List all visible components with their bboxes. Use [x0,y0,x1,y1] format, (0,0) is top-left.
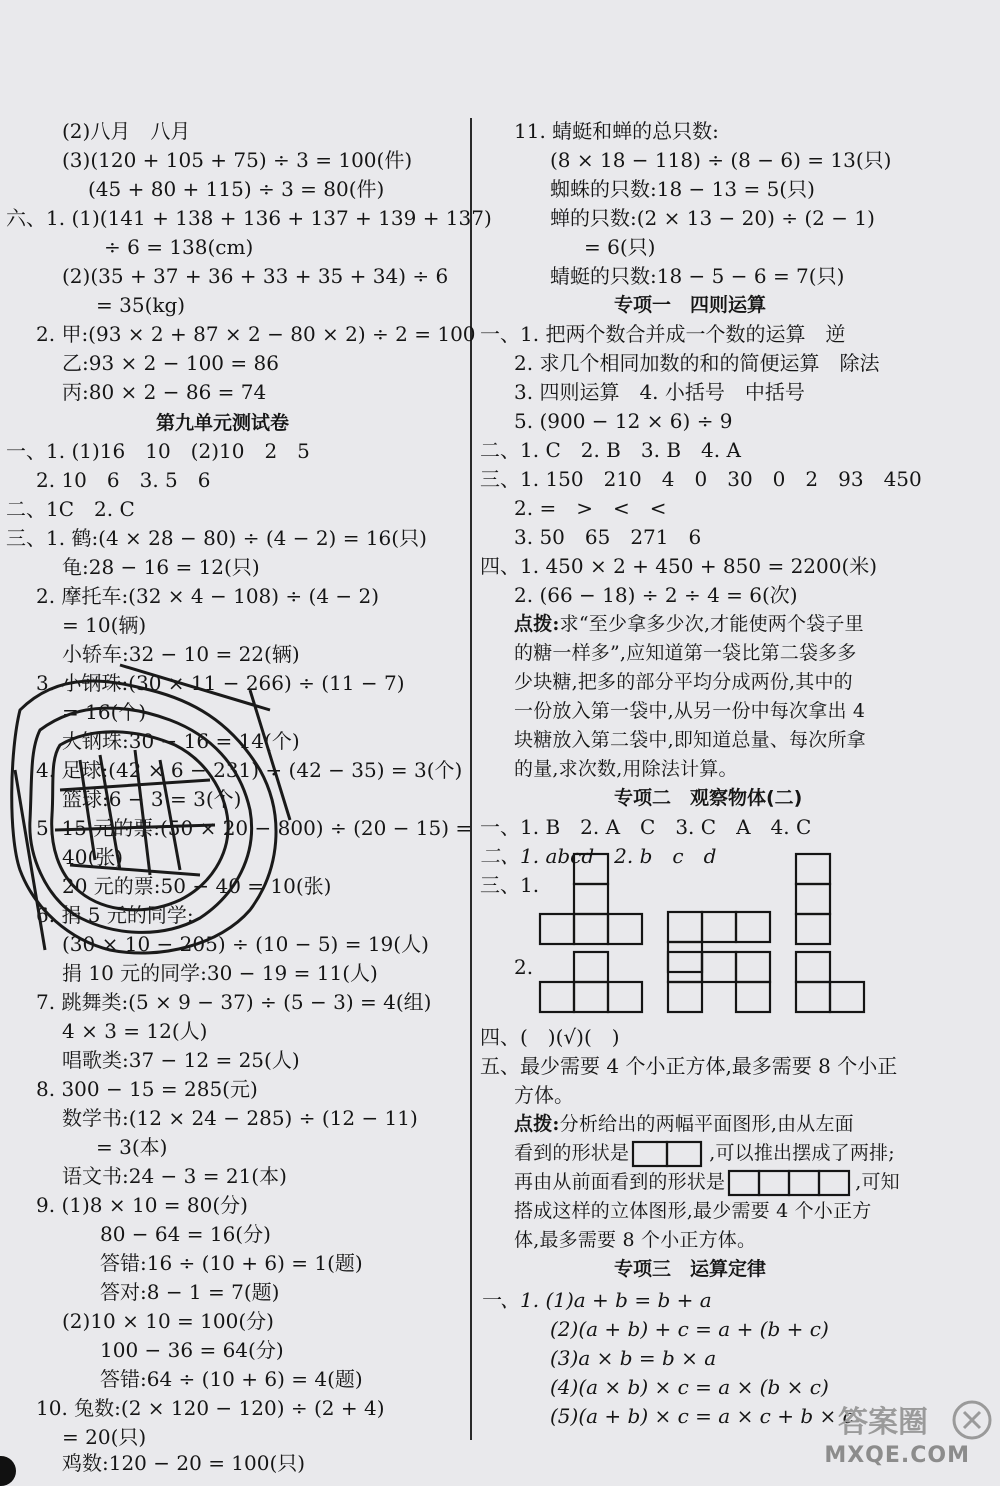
hint-label: 点拨: [514,613,560,635]
answer-line: 2. (66 − 18) ÷ 2 ÷ 4 = 6(次) [514,583,798,607]
hint-paragraph [514,1111,854,1139]
answer-line: 蜻蜓的只数:18 − 5 − 6 = 7(只) [550,264,845,288]
answer-line: 方体。 [514,1083,574,1107]
answer-line: 一、1. (1)16 10 (2)10 2 5 [6,439,310,463]
section-title: 第九单元测试卷 [156,412,290,434]
hint-line: 一份放入第一袋中,从另一份中每次拿出 4 [514,700,866,722]
answer-line: 2. = > < < [514,496,667,520]
answer-line: 蜘蛛的只数:18 − 13 = 5(只) [550,177,815,201]
answer-line: 五、最少需要 4 个小正方体,最多需要 8 个小正 [480,1054,898,1078]
answer-line: 答错:16 ÷ (10 + 6) = 1(题) [100,1251,363,1275]
watermark-title: 答案圈 [838,1405,928,1440]
answer-line: 鸡数:120 − 20 = 100(只) [62,1451,306,1475]
answer-line: 4 × 3 = 12(人) [62,1019,208,1043]
answer-line: 三、1. 鹤:(4 × 28 − 80) ÷ (4 − 2) = 16(只) [6,526,427,550]
hint-line: 块糖放入第二袋中,即知道总量、每次所拿 [514,729,866,751]
hint-text: 分析给出的两幅平面图形,由从左面 [559,1113,854,1135]
hint-text: 求“至少拿多少次,才能使两个袋子里 [559,613,864,635]
watermark-url: MXQE.COM [824,1443,970,1468]
answer-line: 篮球:6 − 3 = 3(个) [62,787,242,811]
answer-line: 数学书:(12 × 24 − 285) ÷ (12 − 11) [62,1106,418,1130]
answer-line: 一、1. (1)a + b = b + a [480,1288,712,1312]
answer-line: (2)(35 + 37 + 36 + 33 + 35 + 34) ÷ 6 [62,264,449,288]
answer-line: 2. 摩托车:(32 × 4 − 108) ÷ (4 − 2) [36,584,380,608]
answer-line: 2. 10 6 3. 5 6 [36,468,211,492]
answer-line: 六、1. (1)(141 + 138 + 136 + 137 + 139 + 137) [6,206,492,230]
answer-line: 三、1. 150 210 4 0 30 0 2 93 450 [480,467,922,491]
section-title: 专项二 观察物体(二) [614,787,803,809]
hint-paragraph [514,611,864,639]
answer-line: 9. (1)8 × 10 = 80(分) [36,1193,248,1217]
answer-line: (3)a × b = b × a [550,1346,717,1370]
answer-line: 二、1. abcd 2. b c d [480,844,717,868]
answer-line: 唱歌类:37 − 12 = 25(人) [62,1048,300,1072]
answer-line: 6. 捐 5 元的同学: [36,903,194,927]
answer-line: 100 − 36 = 64(分) [100,1338,284,1362]
answer-line: = 35(kg) [96,293,186,317]
answer-line: 3. 四则运算 4. 小括号 中括号 [514,380,805,404]
hint-line [514,1169,900,1197]
answer-line: 二、1. C 2. B 3. B 4. A [480,438,741,462]
answer-line: 三、1. [480,873,540,897]
hint-line: 的糖一样多”,应知道第一袋比第二袋多多 [514,642,857,664]
answer-line: (4)(a × b) × c = a × (b × c) [550,1375,829,1399]
four-square-shape [727,1169,853,1197]
answer-line: (2)(a + b) + c = a + (b + c) [550,1317,829,1341]
answer-line: (2)10 × 10 = 100(分) [62,1309,274,1333]
hint-line: 的量,求次数,用除法计算。 [514,758,738,780]
square-figure-4 [794,852,874,1017]
section-title: 专项一 四则运算 [614,294,767,316]
answer-line: 11. 蜻蜓和蝉的总只数: [514,119,719,143]
answer-line: 捐 10 元的同学:30 − 19 = 11(人) [62,961,378,985]
answer-line: 丙:80 × 2 − 86 = 74 [62,380,267,404]
hint-line [514,1140,895,1168]
answer-line: 四、1. 450 × 2 + 450 + 850 = 2200(米) [480,554,878,578]
answer-line: (5)(a + b) × c = a × c + b × c [550,1404,854,1428]
answer-line: 语文书:24 − 3 = 21(本) [62,1164,287,1188]
answer-line: 4. 足球:(42 × 6 − 231) ÷ (42 − 35) = 3(个) [36,758,463,782]
answer-line: 20 元的票:50 − 40 = 10(张) [62,874,332,898]
answer-line: (3)(120 + 105 + 75) ÷ 3 = 100(件) [62,148,413,172]
answer-line: 一、1. B 2. A C 3. C A 4. C [480,815,812,839]
answer-line: 四、( )(√)( ) [480,1025,620,1049]
answer-line: (30 × 10 − 205) ÷ (10 − 5) = 19(人) [62,932,429,956]
answer-line: 7. 跳舞类:(5 × 9 − 37) ÷ (5 − 3) = 4(组) [36,990,432,1014]
answer-line: 2. 求几个相同加数的和的简便运算 除法 [514,351,880,375]
answer-line: 3. 小钢珠:(30 × 11 − 266) ÷ (11 − 7) [36,671,405,695]
answer-line: 80 − 64 = 16(分) [100,1222,271,1246]
hint-text: ,可知 [855,1171,900,1193]
answer-line: 蝉的只数:(2 × 13 − 20) ÷ (2 − 1) [550,206,875,230]
section-title: 专项三 运算定律 [614,1258,767,1280]
answer-line: 二、1C 2. C [6,497,135,521]
answer-line: 乙:93 × 2 − 100 = 86 [62,351,279,375]
page-corner-mark [0,1456,16,1486]
answer-line: 龟:28 − 16 = 12(只) [62,555,260,579]
hint-text: 看到的形状是 [514,1142,630,1164]
answer-line: 一、1. 把两个数合并成一个数的运算 逆 [480,322,846,346]
answer-line: 答对:8 − 1 = 7(题) [100,1280,280,1304]
answer-line: (2)八月 八月 [62,119,191,143]
answer-line: 8. 300 − 15 = 285(元) [36,1077,258,1101]
two-square-shape [631,1140,707,1168]
answer-line: 答错:64 ÷ (10 + 6) = 4(题) [100,1367,363,1391]
answer-line: = 20(只) [62,1425,147,1449]
answer-line: = 16(个) [62,700,147,724]
hint-label: 点拨: [514,1113,560,1135]
hint-line: 体,最多需要 8 个小正方体。 [514,1229,757,1251]
column-divider [470,118,472,1440]
answer-line: 5. 15 元的票:(50 × 20 − 800) ÷ (20 − 15) = [36,816,473,840]
answer-line: 小轿车:32 − 10 = 22(辆) [62,642,300,666]
scribble-stamp [0,650,300,970]
answer-line: 2. [514,955,534,979]
hint-line: 搭成这样的立体图形,最少需要 4 个小正方 [514,1200,872,1222]
answer-line: = 3(本) [96,1135,168,1159]
hint-line: 少块糖,把多的部分平均分成两份,其中的 [514,671,853,693]
answer-line: 大钢珠:30 − 16 = 14(个) [62,729,300,753]
answer-line: 3. 50 65 271 6 [514,525,702,549]
answer-line: 10. 兔数:(2 × 120 − 120) ÷ (2 + 4) [36,1396,385,1420]
hint-text: 再由从前面看到的形状是 [514,1171,726,1193]
answer-line: (45 + 80 + 115) ÷ 3 = 80(件) [88,177,385,201]
answer-line: 2. 甲:(93 × 2 + 87 × 2 − 80 × 2) ÷ 2 = 100 [36,322,476,346]
answer-line: 40(张) [62,845,124,869]
square-figure-1 [538,852,648,1017]
answer-line: 5. (900 − 12 × 6) ÷ 9 [514,409,733,433]
square-figure-3 [666,950,776,1020]
hint-text: ,可以推出摆成了两排; [709,1142,895,1164]
answer-line: = 10(辆) [62,613,147,637]
answer-line: = 6(只) [584,235,656,259]
answer-line: (8 × 18 − 118) ÷ (8 − 6) = 13(只) [550,148,892,172]
answer-line: ÷ 6 = 138(cm) [104,235,254,259]
